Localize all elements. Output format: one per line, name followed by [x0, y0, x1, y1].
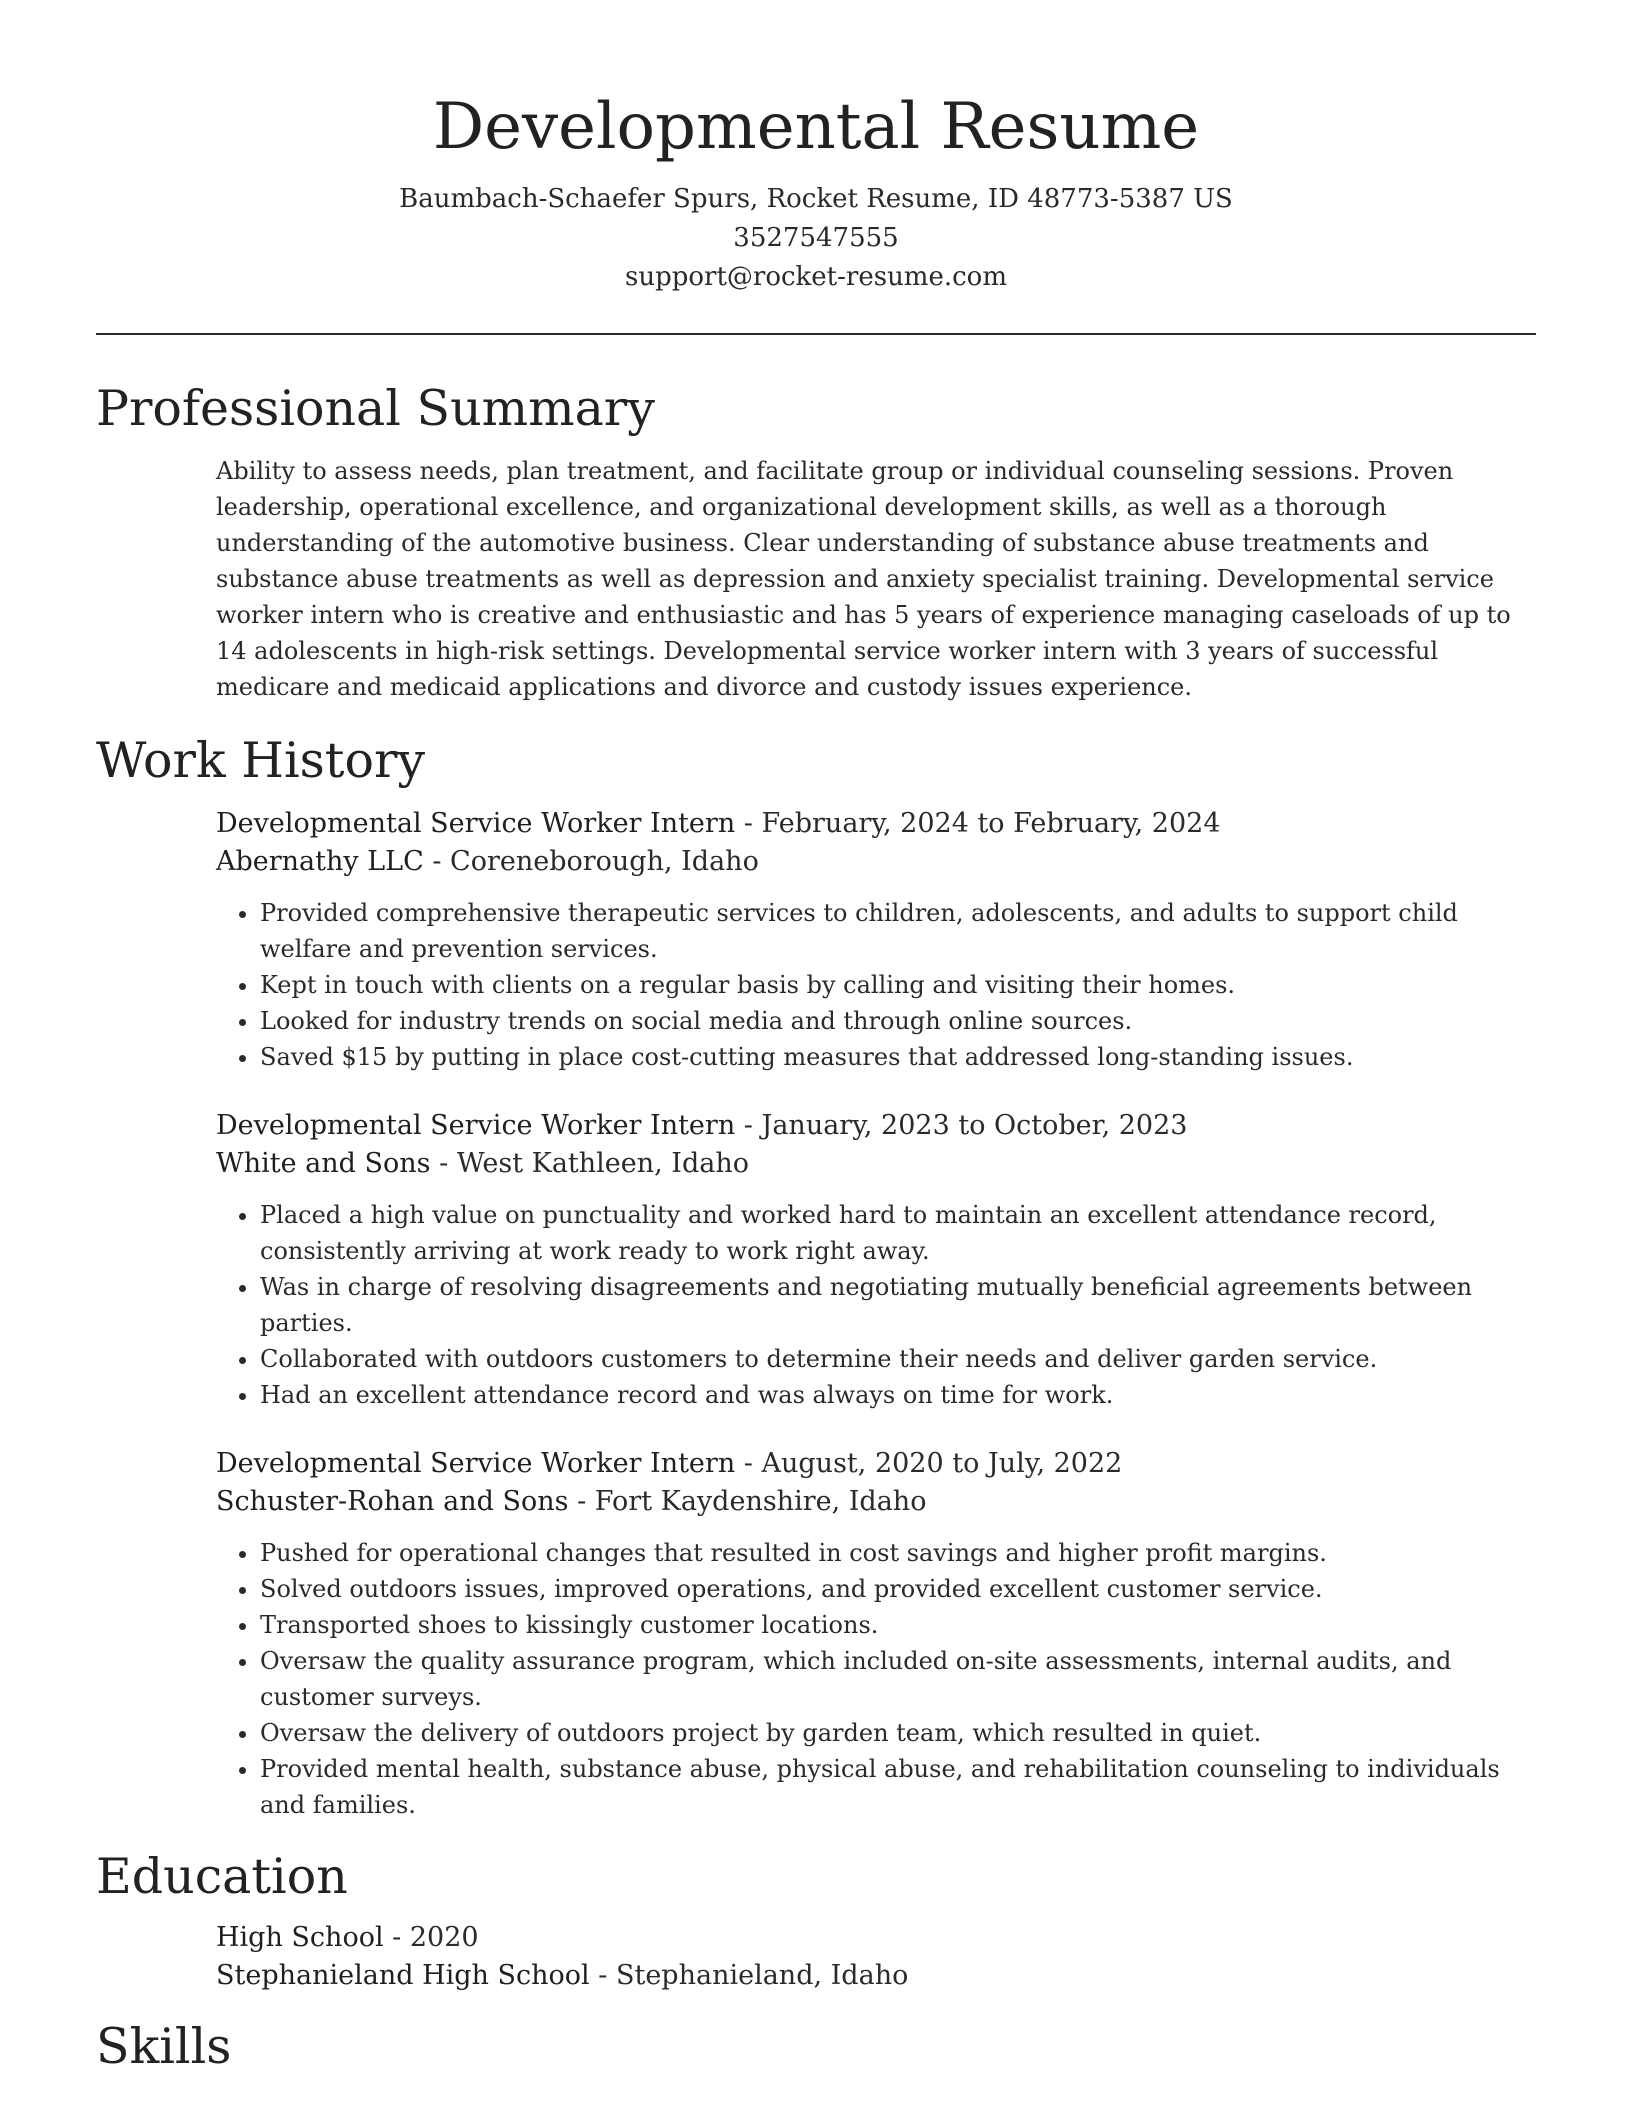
- education-entry: [216, 1919, 1536, 1995]
- job-bullet: • Provided comprehensive therapeutic services to children, adolescents, and adults to support child welfare and prevention services.: [260, 895, 1536, 967]
- work-history-title: Work History: [96, 732, 426, 789]
- job-bullet: • Collaborated with outdoors customers to determine their needs and deliver garden service.: [260, 1341, 1536, 1377]
- job-bullet: • Placed a high value on punctuality and worked hard to maintain an excellent attendance record, consistently arriving at work ready to work right away.: [260, 1197, 1536, 1269]
- skills-title: Skills: [96, 2018, 232, 2075]
- job-bullet: • Had an excellent attendance record and was always on time for work.: [260, 1377, 1536, 1413]
- education-title: Education: [96, 1848, 348, 1905]
- education-degree: High School: [216, 1922, 384, 1953]
- job-bullet: • Transported shoes to kissingly customer locations.: [260, 1607, 1536, 1643]
- education-section: [96, 1847, 1536, 1995]
- summary-section: [96, 379, 1536, 705]
- job-entry: [216, 1445, 1536, 1823]
- job-bullet: • Oversaw the quality assurance program, which included on-site assessments, internal audits, and customer surveys.: [260, 1643, 1536, 1715]
- job-company-line: [216, 843, 1536, 881]
- job-entry: [216, 805, 1536, 1075]
- contact-email: support@rocket-resume.com: [624, 262, 1007, 292]
- education-school-line: [216, 1957, 1536, 1995]
- education-location: - Stephanieland, Idaho: [589, 1960, 909, 1991]
- contact-info: [96, 180, 1536, 297]
- resume-page: [96, 0, 1536, 2077]
- work-history-section: [96, 731, 1536, 1823]
- job-entry: [216, 1107, 1536, 1413]
- job-location: - Fort Kaydenshire, Idaho: [568, 1486, 927, 1517]
- job-bullet: • Looked for industry trends on social media and through online sources.: [260, 1003, 1536, 1039]
- job-company: White and Sons: [216, 1148, 431, 1179]
- summary-text: Ability to assess needs, plan treatment, and facilitate group or individual counseling sessions. Proven leadership, operational excellence, and organizational development skills, as well as a thorough understanding of the automotive business. Clear understanding of substance abuse treatments and substance abuse treatments as well as depression and anxiety specialist training. Developmental service worker intern who is creative and enthusiastic and has 5 years of experience managing caseloads of up to 14 adolescents in high-risk settings. Developmental service worker intern with 3 years of successful medicare and medicaid applications and divorce and custody issues experience.: [216, 457, 1511, 701]
- resume-header: [96, 0, 1536, 297]
- summary-title: Professional Summary: [96, 380, 655, 437]
- education-degree-line: [216, 1919, 1536, 1957]
- job-title-line: [216, 1107, 1536, 1145]
- job-location: - West Kathleen, Idaho: [430, 1148, 749, 1179]
- job-company: Abernathy LLC: [216, 846, 424, 877]
- job-position: Developmental Service Worker Intern: [216, 808, 736, 839]
- contact-address: Baumbach-Schaefer Spurs, Rocket Resume, ID 48773-5387 US: [399, 184, 1233, 214]
- resume-name: Developmental Resume: [432, 90, 1200, 164]
- job-bullet: • Saved $15 by putting in place cost-cutting measures that addressed long-standing issues.: [260, 1039, 1536, 1075]
- job-location: - Coreneborough, Idaho: [423, 846, 759, 877]
- job-bullet: • Provided mental health, substance abuse, physical abuse, and rehabilitation counseling to individuals and families.: [260, 1751, 1536, 1823]
- job-position: Developmental Service Worker Intern: [216, 1110, 736, 1141]
- job-bullet: • Oversaw the delivery of outdoors project by garden team, which resulted in quiet.: [260, 1715, 1536, 1751]
- job-title-line: [216, 1445, 1536, 1483]
- job-title-line: [216, 805, 1536, 843]
- job-dates: - January, 2023 to October, 2023: [735, 1110, 1188, 1141]
- job-bullets: [216, 1197, 1536, 1413]
- education-school: Stephanieland High School: [216, 1960, 590, 1991]
- job-company-line: [216, 1145, 1536, 1183]
- job-bullet: • Kept in touch with clients on a regular basis by calling and visiting their homes.: [260, 967, 1536, 1003]
- skills-section: [96, 2017, 1536, 2077]
- job-company: Schuster-Rohan and Sons: [216, 1486, 569, 1517]
- job-dates: - August, 2020 to July, 2022: [735, 1448, 1123, 1479]
- job-bullet: • Pushed for operational changes that resulted in cost savings and higher profit margins.: [260, 1535, 1536, 1571]
- job-bullet: • Was in charge of resolving disagreements and negotiating mutually beneficial agreements between parties.: [260, 1269, 1536, 1341]
- education-year: - 2020: [383, 1922, 479, 1953]
- job-position: Developmental Service Worker Intern: [216, 1448, 736, 1479]
- header-divider: [96, 333, 1536, 335]
- job-bullets: [216, 1535, 1536, 1823]
- job-dates: - February, 2024 to February, 2024: [735, 808, 1221, 839]
- job-bullets: [216, 895, 1536, 1075]
- job-bullet: • Solved outdoors issues, improved operations, and provided excellent customer service.: [260, 1571, 1536, 1607]
- job-company-line: [216, 1483, 1536, 1521]
- contact-phone: 3527547555: [733, 223, 899, 253]
